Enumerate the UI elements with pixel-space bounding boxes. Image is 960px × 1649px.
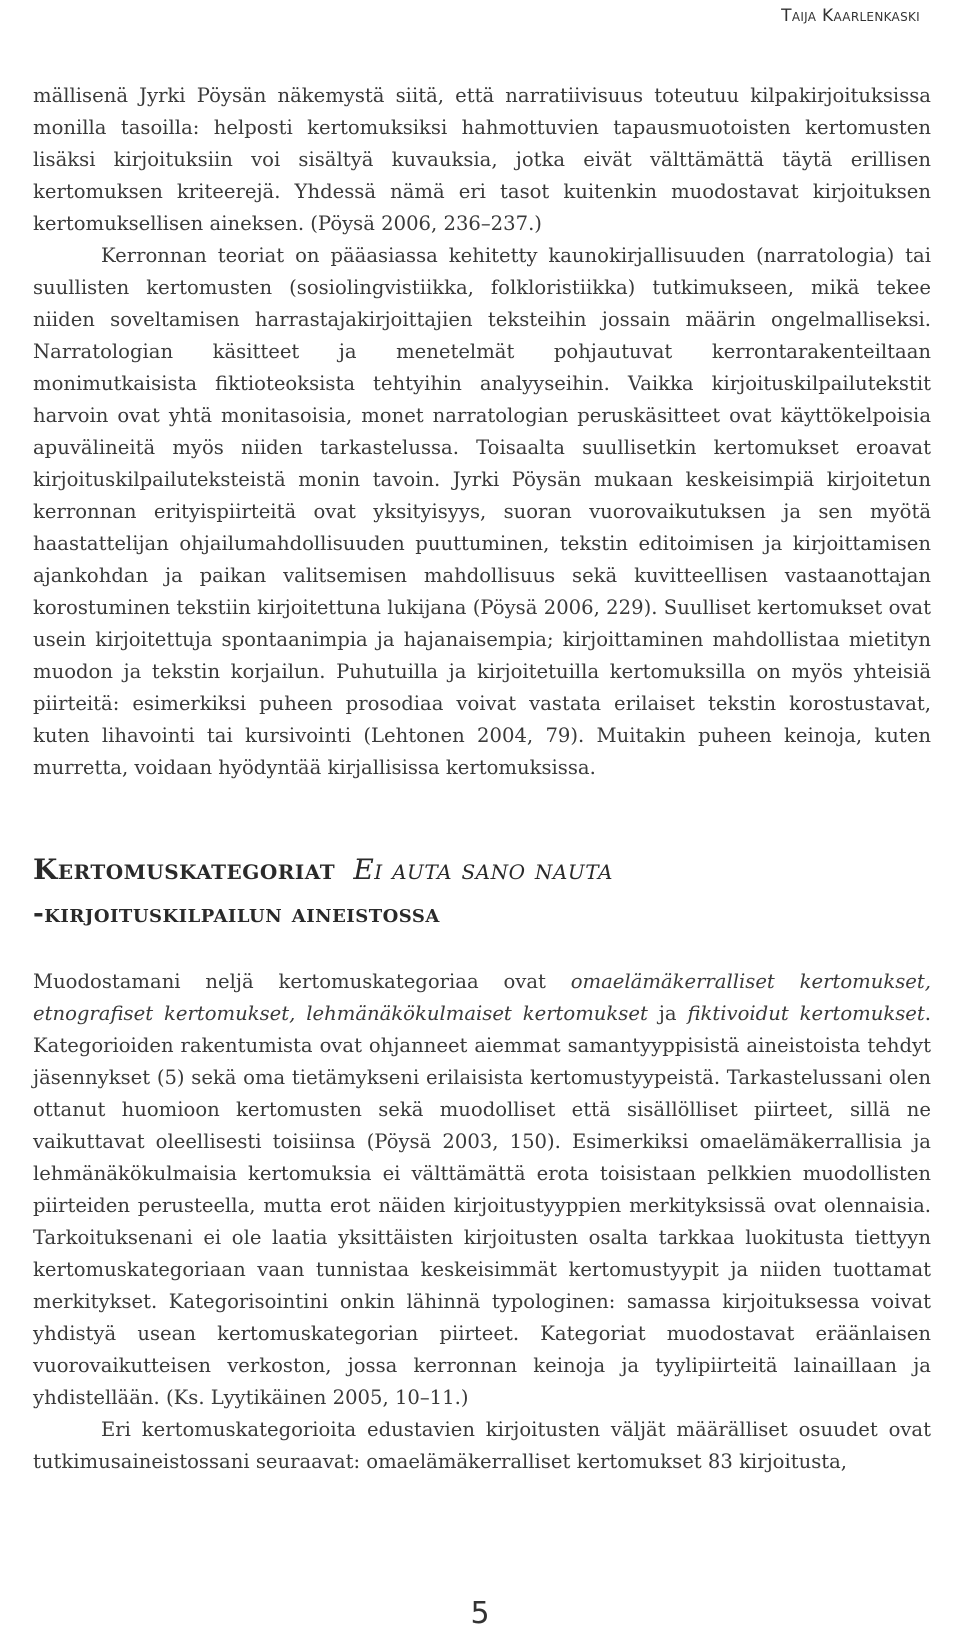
- paragraph-continued: mällisenä Jyrki Pöysän näkemystä siitä, että narratiivisuus toteutuu kilpakirjoituksissa monilla tasoilla: helposti kertomuksiksi hahmottuvien tapausmuotoisten kertomusten lisäksi kirjoituksiin voi sisältyä kuvauksia, jotka eivät välttämättä täytä erillisen kertomuksen kriteerejä. Yhdessä nämä eri tasot kuitenkin muodostavat kirjoituksen kertomuksellisen aineksen. (Pöysä 2006, 236–237.): [33, 84, 931, 235]
- section-heading-line2: -kirjoituskilpailun aineistossa: [33, 899, 440, 929]
- section-heading-bold: Kertomuskategoriat: [33, 853, 336, 886]
- categories-rest: . Kategorioiden rakentumista ovat ohjanneet aiemmat samantyyppisistä aineistoista tehdyt jäsennykset (5) sekä oma tietämykseni erilaisista kertomustyypeistä. Tarkastelussani olen ottanut huomioon kertomusten sekä muodolliset että sisällölliset piirteet, sillä ne vaikuttavat oleellisesti toisiinsa (Pöysä 2003, 150). Esimerkiksi omaelämäkerrallisia ja lehmänäkökulmaisia kertomuksia ei välttämättä erota toisistaan pelkkien muodollisten piirteiden perusteella, mutta erot näiden kirjoitustyyppien merkityksissä ovat olennaisia. Tarkoituksenani ei ole laatia yksittäisten kirjoitusten osalta tarkkaa luokitusta tiettyyn kertomuskategoriaan vaan tunnistaa keskeisimmät kertomustyypit ja niiden tuottamat merkitykset. Kategorisointini onkin lähinnä typologinen: samassa kirjoituksessa voivat yhdistyä usean kertomuskategorian piirteet. Kategoriat muodostavat eräänlaisen vuorovaikutteisen verkoston, jossa kerronnan keinoja ja tyylipiirteitä lainaillaan ja yhdistellään. (Ks. Lyytikäinen 2005, 10–11.): [33, 1002, 931, 1409]
- body-text-bottom: [33, 966, 931, 1478]
- body-text-top: [33, 80, 931, 784]
- paragraph-narrative-theories: Kerronnan teoriat on pääasiassa kehitetty kaunokirjallisuuden (narratologia) tai suullisten kertomusten (sosiolingvistiikka, folkloristiikka) tutkimukseen, mikä tekee niiden soveltamisen harrastajakirjoittajien teksteihin jossain määrin ongelmalliseksi. Narratologian käsitteet ja menetelmät pohjautuvat kerrontarakenteiltaan monimutkaisista fiktioteoksista tehtyihin analyyseihin. Vaikka kirjoituskilpailutekstit harvoin ovat yhtä monitasoisia, monet narratologian peruskäsitteet ovat käyttökelpoisia apuvälineitä myös niiden tarkastelussa. Toisaalta suullisetkin kertomukset eroavat kirjoituskilpailuteksteistä monin tavoin. Jyrki Pöysän mukaan keskeisimpiä kirjoitetun kerronnan erityispiirteitä ovat yksityisyys, suoran vuorovaikutuksen ja sen myötä haastattelijan ohjailumahdollisuuden puuttuminen, tekstin editoimisen ja kirjoittamisen ajankohdan ja paikan valitsemisen mahdollisuus sekä kuvitteellisen vastaanottajan korostuminen tekstiin kirjoitettuna lukijana (Pöysä 2006, 229). Suulliset kertomukset ovat usein kirjoitettuja spontaanimpia ja hajanaisempia; kirjoittaminen mahdollistaa mietityn muodon ja tekstin korjailun. Puhutuilla ja kirjoitetuilla kertomuksilla on myös yhteisiä piirteitä: esimerkiksi puheen prosodiaa voivat vastata erilaiset tekstin korostustavat, kuten lihavointi tai kursivointi (Lehtonen 2004, 79). Muitakin puheen keinoja, kuten murretta, voidaan hyödyntää kirjallisissa kertomuksissa.: [33, 244, 931, 779]
- categories-italic-1: omaelämäkerralliset kertomukset, etnografiset kertomukset, lehmänäkökulmaiset kertomukset: [33, 970, 931, 1025]
- page-number: 5: [470, 1596, 490, 1631]
- section-heading-line1: [33, 848, 931, 892]
- categories-and: ja: [647, 1002, 688, 1025]
- running-header: Taija Kaarlenkaski: [781, 6, 920, 26]
- paragraph-proportions: Eri kertomuskategorioita edustavien kirjoitusten väljät määrälliset osuudet ovat tutkimusaineistossani seuraavat: omaelämäkerralliset kertomukset 83 kirjoitusta,: [33, 1418, 931, 1473]
- categories-intro: Muodostamani neljä kertomuskategoriaa ovat: [33, 970, 571, 993]
- paragraph-categories: [33, 966, 931, 1414]
- categories-italic-2: fiktivoidut kertomukset: [687, 1002, 925, 1025]
- section-heading-italic-title: Ei auta sano nauta: [353, 853, 613, 886]
- section-heading: [33, 848, 931, 936]
